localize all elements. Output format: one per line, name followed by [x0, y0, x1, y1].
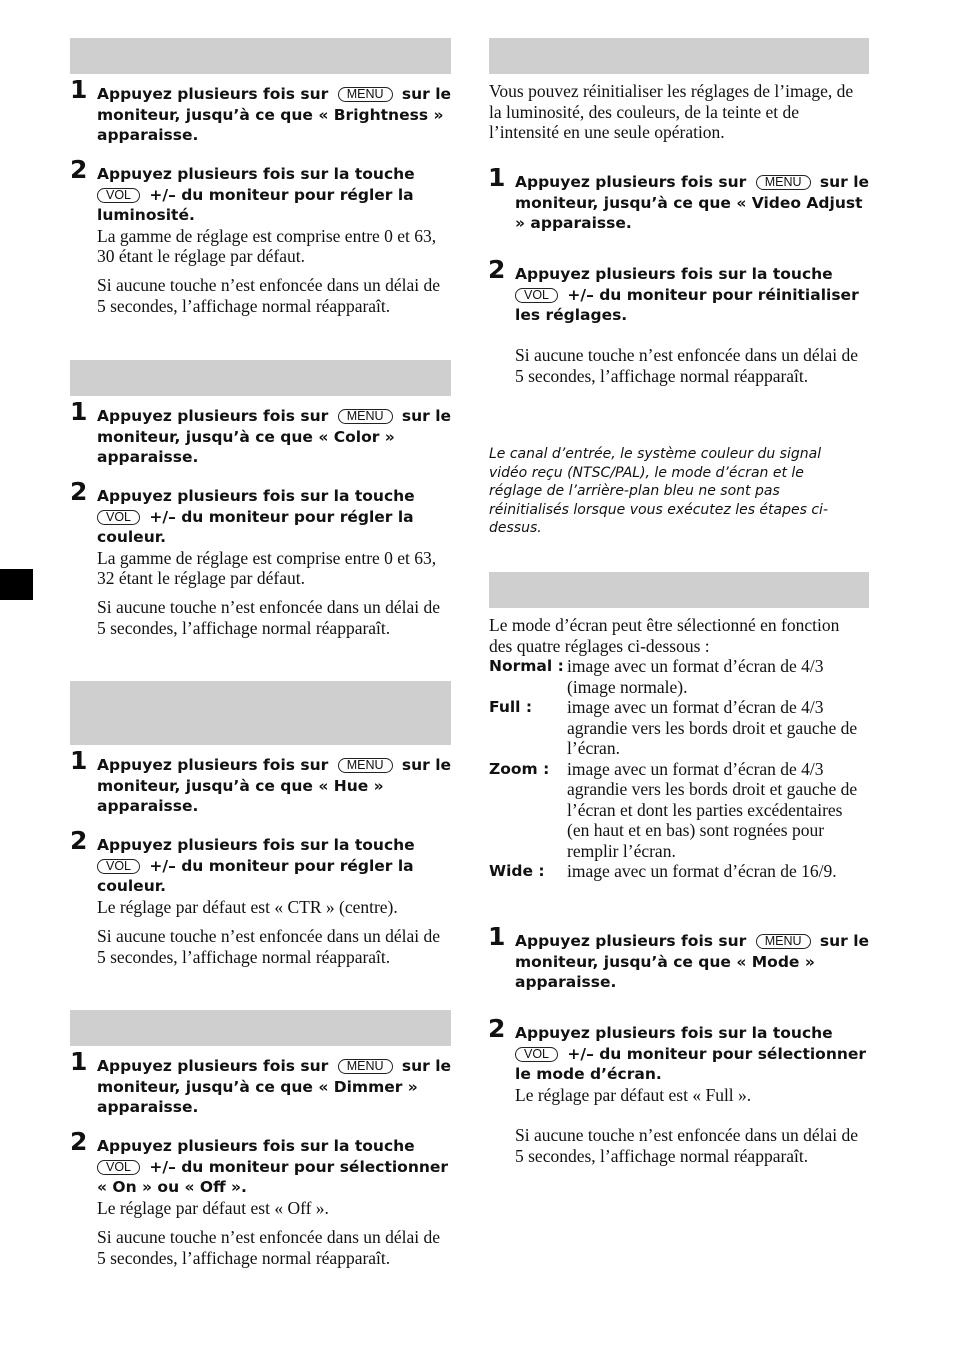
mode-timeout: Si aucune touche n’est enfoncée dans un délai de 5 secondes, l’affichage normal réapparaît.	[515, 1125, 859, 1166]
menu-key-icon: MENU	[756, 934, 811, 949]
step-instruction: Appuyez plusieurs fois sur MENU sur le moniteur, jusqu’à ce que « Color » apparaisse.	[97, 407, 452, 466]
mode-term: Normal :	[489, 657, 564, 675]
vol-key-icon: VOL	[97, 1160, 140, 1175]
step-instruction: Appuyez plusieurs fois sur MENU sur le moniteur, jusqu’à ce que « Hue » apparaisse.	[97, 756, 452, 815]
default-text: Le réglage par défaut est « CTR » (centre).	[97, 896, 398, 917]
reset-step-2	[488, 255, 875, 326]
mode-definition: image avec un format d’écran de 16/9.	[567, 861, 837, 881]
vol-key-icon: VOL	[97, 510, 140, 525]
section-header-reset	[489, 38, 869, 74]
mode-row-zoom	[489, 759, 869, 862]
mode-definition: image avec un format d’écran de 4/3 (image normale).	[567, 656, 824, 697]
dimmer-timeout: Si aucune touche n’est enfoncée dans un délai de 5 secondes, l’affichage normal réapparaît.	[97, 1227, 441, 1268]
reset-timeout: Si aucune touche n’est enfoncée dans un délai de 5 secondes, l’affichage normal réapparaît.	[515, 345, 859, 386]
step-instruction: Appuyez plusieurs fois sur la touche VOL +/– du moniteur pour sélectionner « On » ou « Off ».	[97, 1137, 449, 1196]
mode-list	[489, 656, 869, 882]
step-number: 1	[70, 1047, 88, 1076]
step-instruction: Appuyez plusieurs fois sur la touche VOL +/– du moniteur pour réinitialiser les réglages.	[515, 265, 859, 324]
section-header-hue	[70, 681, 451, 745]
menu-key-icon: MENU	[338, 758, 393, 773]
reset-intro: Vous pouvez réinitialiser les réglages de l’image, de la luminosité, des couleurs, de la teinte et de l’intensité en une seule opération.	[489, 81, 854, 142]
step-number: 1	[488, 922, 506, 951]
vol-key-icon: VOL	[515, 288, 558, 303]
hue-step-1	[70, 746, 457, 817]
mode-term: Wide :	[489, 862, 545, 880]
step-number: 1	[70, 75, 88, 104]
step-number: 1	[70, 746, 88, 775]
step-instruction: Appuyez plusieurs fois sur MENU sur le moniteur, jusqu’à ce que « Brightness » apparaisse.	[97, 85, 452, 144]
step-instruction: Appuyez plusieurs fois sur la touche VOL +/– du moniteur pour régler la couleur.	[97, 836, 415, 895]
step-number: 1	[488, 163, 506, 192]
brightness-step-1	[70, 75, 457, 146]
step-number: 2	[70, 477, 88, 506]
step-instruction: Appuyez plusieurs fois sur la touche VOL +/– du moniteur pour sélectionner le mode d’écran.	[515, 1024, 867, 1083]
section-header-color	[70, 360, 451, 396]
default-text: Le réglage par défaut est « Off ».	[97, 1197, 329, 1218]
menu-key-icon: MENU	[338, 87, 393, 102]
menu-key-icon: MENU	[338, 1059, 393, 1074]
dimmer-step-2	[70, 1127, 457, 1218]
reset-step-1	[488, 163, 875, 234]
mode-step-2	[488, 1014, 875, 1105]
mode-intro: Le mode d’écran peut être sélectionné en fonction des quatre réglages ci-dessous :	[489, 615, 840, 656]
color-step-2	[70, 477, 457, 589]
brightness-timeout: Si aucune touche n’est enfoncée dans un délai de 5 secondes, l’affichage normal réapparaît.	[97, 275, 441, 316]
step-instruction: Appuyez plusieurs fois sur MENU sur le moniteur, jusqu’à ce que « Video Adjust » apparaisse.	[515, 173, 870, 232]
menu-key-icon: MENU	[338, 409, 393, 424]
mode-definition: image avec un format d’écran de 4/3 agrandie vers les bords droit et gauche de l’écran et dont les parties excédentaires (en haut et en bas) sont rognées pour remplir l’écran.	[567, 758, 858, 861]
range-text: La gamme de réglage est comprise entre 0 et 63, 32 étant le réglage par défaut.	[97, 547, 437, 588]
section-header-dimmer	[70, 1010, 451, 1046]
default-text: Le réglage par défaut est « Full ».	[515, 1084, 752, 1105]
dimmer-step-1	[70, 1047, 457, 1118]
color-timeout: Si aucune touche n’est enfoncée dans un délai de 5 secondes, l’affichage normal réapparaît.	[97, 597, 441, 638]
mode-term: Zoom :	[489, 759, 550, 778]
hue-step-2	[70, 826, 457, 917]
right-column	[477, 0, 954, 1352]
mode-term: Full :	[489, 698, 533, 716]
brightness-step-2	[70, 155, 457, 267]
mode-row-normal	[489, 656, 869, 697]
step-instruction: Appuyez plusieurs fois sur la touche VOL +/– du moniteur pour régler la luminosité.	[97, 165, 415, 224]
step-number: 2	[488, 255, 506, 284]
range-text: La gamme de réglage est comprise entre 0 et 63, 30 étant le réglage par défaut.	[97, 225, 437, 266]
vol-key-icon: VOL	[97, 859, 140, 874]
section-header-mode	[489, 572, 869, 608]
step-instruction: Appuyez plusieurs fois sur MENU sur le moniteur, jusqu’à ce que « Dimmer » apparaisse.	[97, 1057, 452, 1116]
step-number: 2	[70, 155, 88, 184]
section-header-brightness	[70, 38, 451, 74]
menu-key-icon: MENU	[756, 175, 811, 190]
mode-definition: image avec un format d’écran de 4/3 agrandie vers les bords droit et gauche de l’écran.	[567, 697, 858, 758]
mode-row-wide	[489, 861, 869, 882]
step-instruction: Appuyez plusieurs fois sur MENU sur le moniteur, jusqu’à ce que « Mode » apparaisse.	[515, 932, 870, 991]
step-number: 2	[70, 1127, 88, 1156]
step-instruction: Appuyez plusieurs fois sur la touche VOL +/– du moniteur pour régler la couleur.	[97, 487, 415, 546]
mode-row-full	[489, 697, 869, 759]
vol-key-icon: VOL	[515, 1047, 558, 1062]
hue-timeout: Si aucune touche n’est enfoncée dans un délai de 5 secondes, l’affichage normal réapparaît.	[97, 926, 441, 967]
mode-step-1	[488, 922, 875, 993]
step-number: 2	[488, 1014, 506, 1043]
color-step-1	[70, 397, 457, 468]
vol-key-icon: VOL	[97, 188, 140, 203]
step-number: 2	[70, 826, 88, 855]
reset-note: Le canal d’entrée, le système couleur du signal vidéo reçu (NTSC/PAL), le mode d’écran et le réglage de l’arrière-plan bleu ne sont pas réinitialisés lorsque vous exécutez les étapes ci-dessus.	[489, 446, 829, 536]
step-number: 1	[70, 397, 88, 426]
